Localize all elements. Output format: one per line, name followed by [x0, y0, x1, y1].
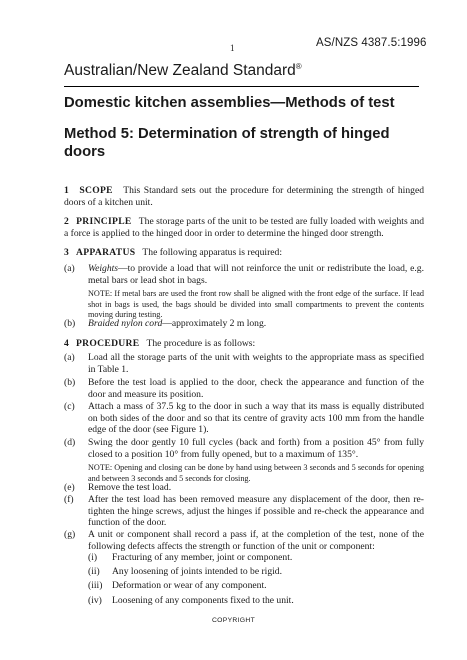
section-scope — [64, 185, 424, 208]
document-number: AS/NZS 4387.5:1996 — [316, 37, 427, 49]
item-label: (a) — [64, 352, 75, 363]
item-term: Weights — [88, 263, 119, 274]
section-text: This Standard sets out the procedure for determining the strength of hinged doors of a kitchen unit. — [64, 185, 425, 208]
section-text: The storage parts of the unit to be tested are fully loaded with weights and a force is applied to the hinged door in order to determine the hinged door strength. — [64, 216, 424, 239]
item-label: (b) — [64, 377, 76, 388]
section-number: 4 — [64, 338, 69, 349]
title-rule — [64, 86, 419, 87]
section-heading: SCOPE — [79, 185, 113, 196]
item-label: (f) — [64, 494, 74, 505]
section-text: The following apparatus is required: — [142, 247, 283, 258]
copyright-footer: COPYRIGHT — [211, 617, 256, 624]
subitem-text: Loosening of any components fixed to the unit. — [112, 595, 294, 606]
section-number: 2 — [64, 216, 69, 227]
page-number: 1 — [230, 43, 235, 53]
item-label: (c) — [64, 401, 75, 412]
item-text: Before the test load is applied to the door, check the appearance and function of the door and measure its position. — [88, 377, 424, 400]
section-heading: APPARATUS — [76, 247, 136, 258]
item-text: Swing the door gently 10 full cycles (back and forth) from a position 45° from fully closed to a position 10° from fully opened, but to a maximum of 135°. — [88, 437, 424, 460]
section-heading: PROCEDURE — [76, 338, 140, 349]
item-label: (e) — [64, 482, 75, 493]
item-text: —to provide a load that will not reinforce the unit or redistribute the load, e.g. metal bars or lead shot in bags. — [88, 263, 424, 286]
section-procedure — [64, 338, 424, 350]
document-title: Domestic kitchen assemblies—Methods of test — [64, 95, 395, 111]
note-text: NOTE: If metal bars are used the front row shall be aligned with the front edge of the surface. If lead shot in bags is used, the bags should be divided into small compartments to prevent the contents moving during testing. — [88, 289, 424, 320]
subitem-text: Deformation or wear of any component. — [112, 580, 267, 591]
section-heading: PRINCIPLE — [76, 216, 132, 227]
item-label: (d) — [64, 437, 76, 448]
subitem-label: (iii) — [88, 580, 103, 591]
section-number: 1 — [64, 185, 69, 196]
item-term: Braided nylon cord — [88, 318, 163, 329]
registered-mark: ® — [295, 61, 302, 71]
item-text: After the test load has been removed measure any displacement of the door, then re-tighten the hinge screws, adjust the hinges if possible and re-check the appearance and function of the door. — [88, 494, 424, 529]
subitem-text: Fracturing of any member, joint or component. — [112, 552, 293, 563]
standard-title-text: Australian/New Zealand Standard — [64, 62, 296, 79]
item-label: (g) — [64, 529, 76, 540]
subitem-label: (iv) — [88, 595, 102, 606]
section-text: The procedure is as follows: — [146, 338, 256, 349]
item-text: Load all the storage parts of the unit with weights to the appropriate mass as specified in Table 1. — [88, 352, 424, 375]
item-text: A unit or component shall record a pass if, at the completion of the test, none of the following defects affects the strength or function of the unit or component: — [88, 529, 424, 552]
list-item — [64, 263, 424, 319]
subitem-label: (i) — [88, 552, 98, 563]
section-number: 3 — [64, 247, 69, 258]
item-label: (b) — [64, 318, 76, 329]
item-text: Remove the test load. — [88, 482, 172, 493]
item-text: Attach a mass of 37.5 kg to the door in such a way that its mass is equally distributed on both sides of the door and so that its centre of gravity acts 100 mm from the handle edge of the door (see Figure 1). — [88, 401, 424, 436]
note-text: NOTE: Opening and closing can be done by hand using between 3 seconds and 5 seconds for opening and between 3 seconds and 5 seconds for closing. — [88, 463, 424, 483]
item-label: (a) — [64, 263, 75, 274]
standard-title — [64, 62, 302, 80]
section-principle — [64, 216, 424, 239]
method-title: Method 5: Determination of strength of hinged doors — [64, 126, 390, 160]
subitem-label: (ii) — [88, 566, 100, 577]
item-text: —approximately 2 m long. — [162, 318, 267, 329]
section-apparatus — [64, 247, 424, 259]
subitem-text: Any loosening of joints intended to be rigid. — [112, 566, 283, 577]
